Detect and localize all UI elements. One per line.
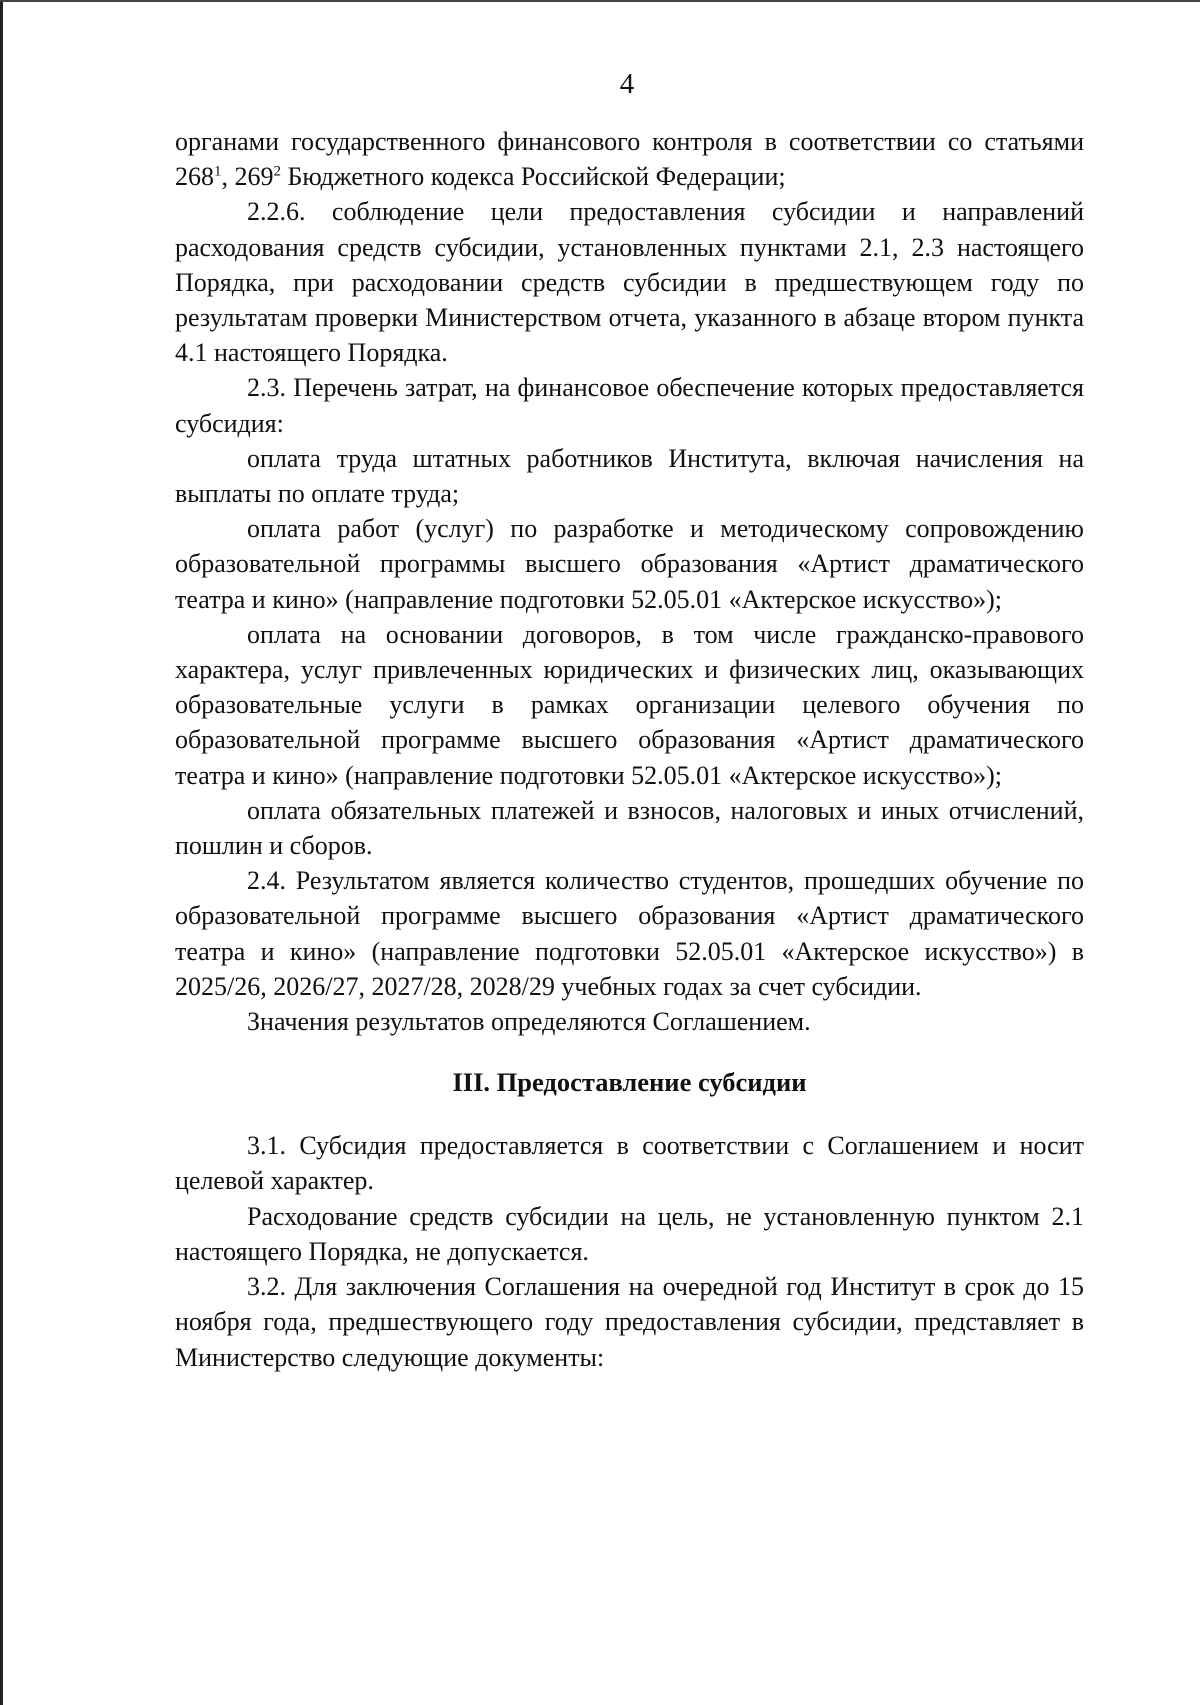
paragraph-text: Бюджетного кодекса Российской Федерации; — [281, 162, 786, 192]
scan-edge-left — [0, 0, 3, 1705]
paragraph-spending: Расходование средств субсидии на цель, не установленную пунктом 2.1 настоящего Порядка, не допускается. — [175, 1201, 1084, 1266]
paragraph-2-3: 2.3. Перечень затрат, на финансовое обеспечение которых предоставляется субсидия: — [175, 373, 1084, 438]
paragraph-continuation — [175, 124, 1084, 194]
paragraph-3-1: 3.1. Субсидия предоставляется в соответствии с Соглашением и носит целевой характер. — [175, 1131, 1084, 1196]
paragraph-3-2: 3.2. Для заключения Соглашения на очередной год Институт в срок до 15 ноября года, предшествующего году предоставления субсидии, представляет в Министерство следующие документы: — [175, 1272, 1084, 1372]
superscript: 1 — [214, 163, 222, 180]
paragraph-results: Значения результатов определяются Соглашением. — [247, 1007, 811, 1037]
section-heading: III. Предоставление субсидии — [452, 1067, 807, 1098]
superscript: 2 — [273, 163, 281, 180]
paragraph-2-2-6: 2.2.6. соблюдение цели предоставления субсидии и направлений расходования средств субсидии, установленных пунктами 2.1, 2.3 настоящего Порядка, при расходовании средств субсидии в предшествующем году по результатам проверки Министерством отчета, указанного в абзаце втором пункта 4.1 настоящего Порядка. — [175, 197, 1084, 368]
scan-edge-top — [0, 0, 1200, 2]
document-body — [175, 124, 1084, 1375]
paragraph-cost-item: оплата обязательных платежей и взносов, налоговых и иных отчислений, пошлин и сборов. — [175, 795, 1084, 861]
paragraph-cost-item: оплата на основании договоров, в том числе гражданско-правового характера, услуг привлеченных юридических и физических лиц, оказывающих образовательные услуги в рамках организации целевого обучения по образовательной программе высшего образования «Артист драматического театра и кино» (направление подготовки 52.05.01 «Актерское искусство»); — [175, 619, 1084, 790]
paragraph-cost-item: оплата труда штатных работников Института, включая начисления на выплаты по оплате труда; — [175, 443, 1084, 509]
paragraph-text: , 269 — [221, 162, 274, 192]
paragraph-2-4: 2.4. Результатом является количество студентов, прошедших обучение по образовательной программе высшего образования «Артист драматического театра и кино» (направление подготовки 52.05.01 «Актерское искусство») в 2025/26, 2026/27, 2027/28, 2028/29 учебных годах за счет субсидии. — [175, 866, 1084, 1001]
paragraph-cost-item: оплата работ (услуг) по разработке и методическому сопровождению образовательной программы высшего образования «Артист драматического театра и кино» (направление подготовки 52.05.01 «Актерское искусство»); — [175, 514, 1084, 614]
paragraph-text: органами государственного финансового контроля в соответствии со статьями 268 — [175, 127, 1084, 192]
page-number: 4 — [619, 68, 635, 100]
